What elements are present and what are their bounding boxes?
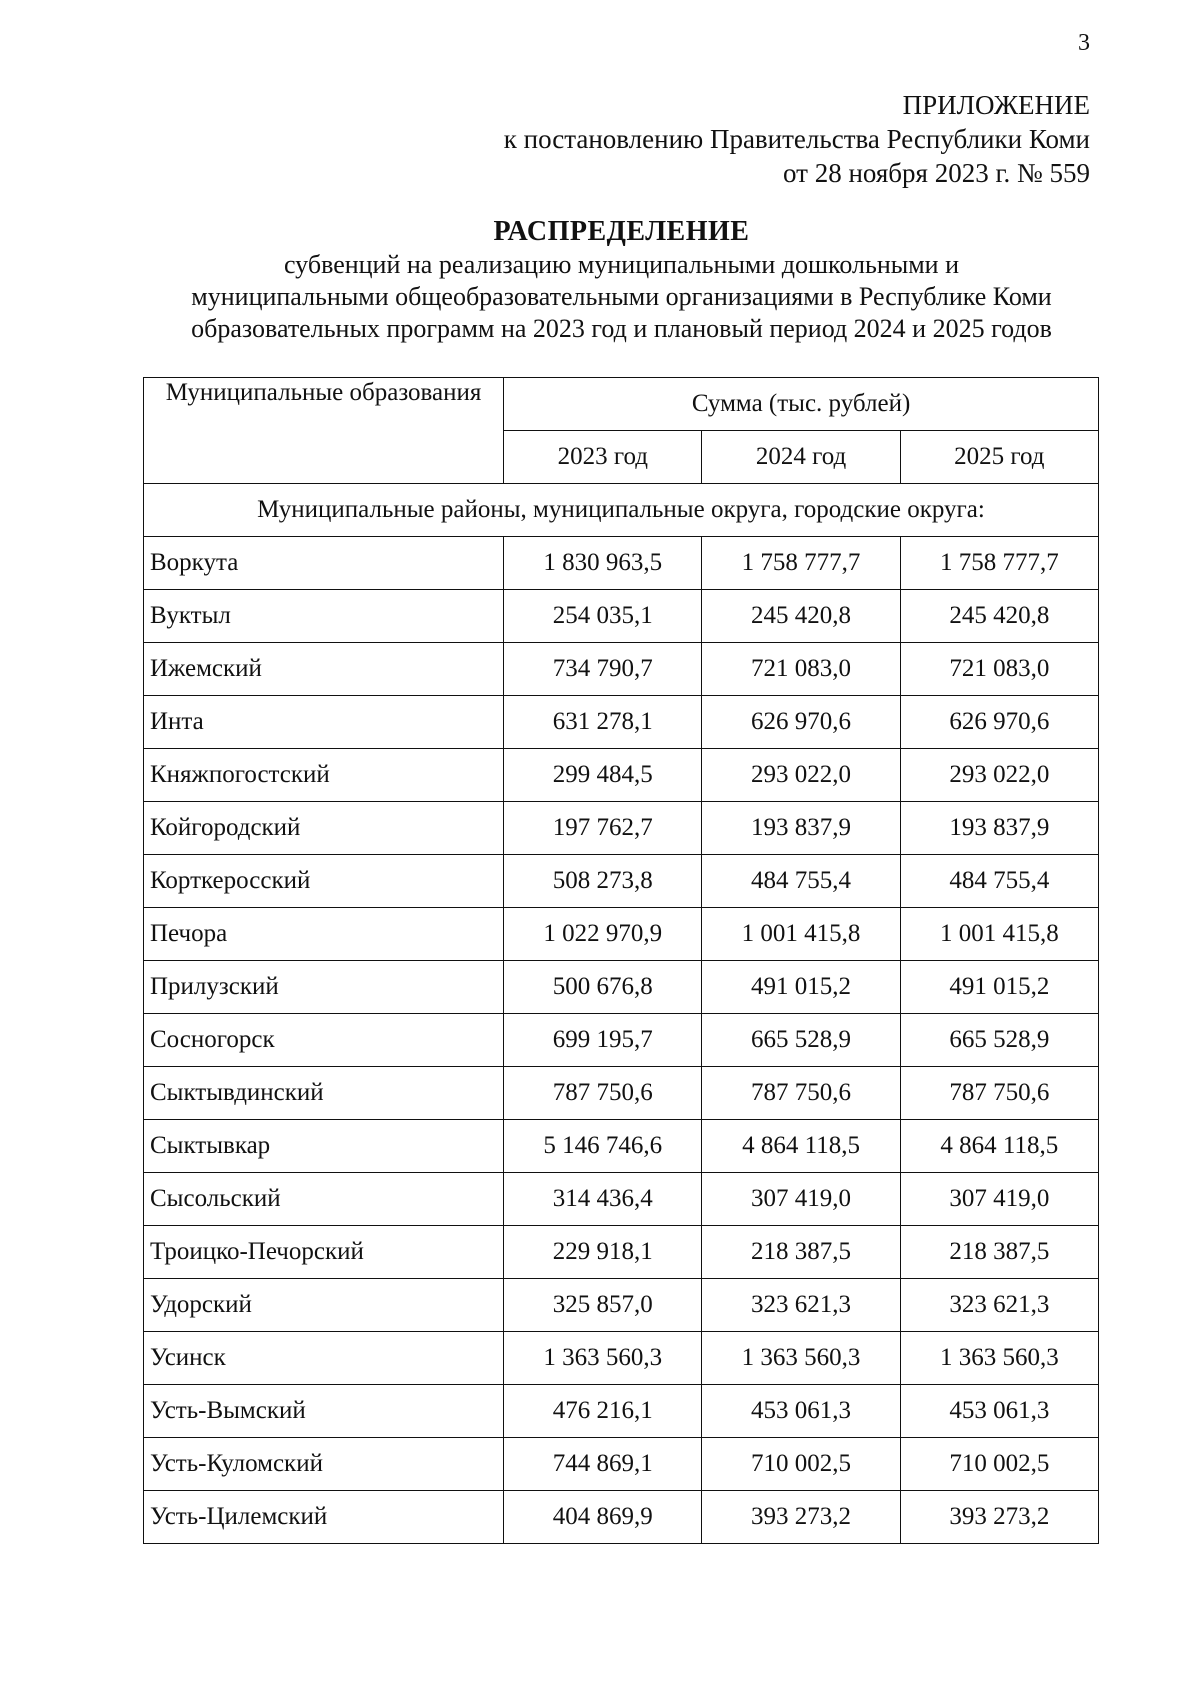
value-2025-cell: 293 022,0 [900,749,1098,802]
table-row [144,1279,1099,1332]
column-header-municipal: Муниципальные образования [144,378,504,484]
value-2023-cell: 631 278,1 [504,696,702,749]
table-row [144,590,1099,643]
section-heading: Муниципальные районы, муниципальные округа, городские округа: [144,484,1099,537]
municipality-name-cell: Сосногорск [144,1014,504,1067]
value-2024-cell: 721 083,0 [702,643,900,696]
municipality-name-cell: Усинск [144,1332,504,1385]
value-2024-cell: 218 387,5 [702,1226,900,1279]
value-2024-cell: 307 419,0 [702,1173,900,1226]
value-2025-cell: 393 273,2 [900,1491,1098,1544]
value-2025-cell: 218 387,5 [900,1226,1098,1279]
municipality-name-cell: Троицко-Печорский [144,1226,504,1279]
table-row [144,1385,1099,1438]
value-2023-cell: 734 790,7 [504,643,702,696]
value-2024-cell: 1 001 415,8 [702,908,900,961]
table-row [144,802,1099,855]
column-header-year-2024: 2024 год [702,431,900,484]
value-2023-cell: 744 869,1 [504,1438,702,1491]
value-2025-cell: 453 061,3 [900,1385,1098,1438]
value-2025-cell: 491 015,2 [900,961,1098,1014]
value-2024-cell: 193 837,9 [702,802,900,855]
value-2023-cell: 500 676,8 [504,961,702,1014]
document-subtitle-line-2: муниципальными общеобразовательными организациями в Республике Коми [191,282,1052,311]
table-body [144,484,1099,1544]
municipality-name-cell: Усть-Куломский [144,1438,504,1491]
table-row [144,1067,1099,1120]
page-number: 3 [1078,30,1090,56]
value-2023-cell: 787 750,6 [504,1067,702,1120]
municipality-name-cell: Воркута [144,537,504,590]
table-row [144,643,1099,696]
appendix-header [504,88,1090,190]
municipality-name-cell: Прилузский [144,961,504,1014]
table-row [144,1491,1099,1544]
value-2023-cell: 229 918,1 [504,1226,702,1279]
table-row [144,1332,1099,1385]
table-row [144,1120,1099,1173]
value-2023-cell: 254 035,1 [504,590,702,643]
value-2024-cell: 393 273,2 [702,1491,900,1544]
value-2023-cell: 699 195,7 [504,1014,702,1067]
municipality-name-cell: Усть-Вымский [144,1385,504,1438]
column-header-sum: Сумма (тыс. рублей) [504,378,1099,431]
municipality-name-cell: Койгородский [144,802,504,855]
value-2024-cell: 484 755,4 [702,855,900,908]
municipality-name-cell: Ижемский [144,643,504,696]
value-2023-cell: 404 869,9 [504,1491,702,1544]
municipality-name-cell: Сыктывкар [144,1120,504,1173]
value-2023-cell: 508 273,8 [504,855,702,908]
table-row [144,961,1099,1014]
table-row [144,1173,1099,1226]
value-2025-cell: 665 528,9 [900,1014,1098,1067]
value-2025-cell: 323 621,3 [900,1279,1098,1332]
value-2024-cell: 710 002,5 [702,1438,900,1491]
municipality-name-cell: Сыктывдинский [144,1067,504,1120]
municipality-name-cell: Инта [144,696,504,749]
table-row [144,1226,1099,1279]
table-row [144,749,1099,802]
appendix-label: ПРИЛОЖЕНИЕ [902,90,1090,120]
document-subtitle-line-1: субвенций на реализацию муниципальными дошкольными и [283,250,960,279]
value-2025-cell: 787 750,6 [900,1067,1098,1120]
value-2024-cell: 665 528,9 [702,1014,900,1067]
table-row [144,855,1099,908]
value-2024-cell: 323 621,3 [702,1279,900,1332]
document-title: РАСПРЕДЕЛЕНИЕ [493,216,750,247]
appendix-decree-date: от 28 ноября 2023 г. № 559 [783,158,1090,188]
value-2024-cell: 491 015,2 [702,961,900,1014]
column-header-year-2025: 2025 год [900,431,1098,484]
value-2025-cell: 721 083,0 [900,643,1098,696]
document-title-block [143,215,1100,345]
value-2025-cell: 193 837,9 [900,802,1098,855]
value-2023-cell: 197 762,7 [504,802,702,855]
column-header-year-2023: 2023 год [504,431,702,484]
value-2023-cell: 299 484,5 [504,749,702,802]
distribution-table [143,377,1099,1544]
table-row [144,537,1099,590]
value-2025-cell: 1 363 560,3 [900,1332,1098,1385]
value-2023-cell: 1 363 560,3 [504,1332,702,1385]
value-2024-cell: 453 061,3 [702,1385,900,1438]
municipality-name-cell: Сысольский [144,1173,504,1226]
municipality-name-cell: Вуктыл [144,590,504,643]
table-row [144,1014,1099,1067]
value-2025-cell: 484 755,4 [900,855,1098,908]
value-2023-cell: 1 022 970,9 [504,908,702,961]
value-2025-cell: 626 970,6 [900,696,1098,749]
value-2025-cell: 710 002,5 [900,1438,1098,1491]
value-2023-cell: 5 146 746,6 [504,1120,702,1173]
value-2024-cell: 626 970,6 [702,696,900,749]
document-subtitle-line-3: образовательных программ на 2023 год и плановый период 2024 и 2025 годов [191,314,1052,343]
value-2024-cell: 1 758 777,7 [702,537,900,590]
value-2025-cell: 4 864 118,5 [900,1120,1098,1173]
table-row [144,1438,1099,1491]
municipality-name-cell: Удорский [144,1279,504,1332]
value-2023-cell: 314 436,4 [504,1173,702,1226]
municipality-name-cell: Печора [144,908,504,961]
value-2025-cell: 1 758 777,7 [900,537,1098,590]
value-2024-cell: 293 022,0 [702,749,900,802]
value-2023-cell: 325 857,0 [504,1279,702,1332]
value-2024-cell: 1 363 560,3 [702,1332,900,1385]
appendix-decree-ref: к постановлению Правительства Республики Коми [503,124,1090,154]
value-2024-cell: 787 750,6 [702,1067,900,1120]
value-2024-cell: 4 864 118,5 [702,1120,900,1173]
value-2025-cell: 1 001 415,8 [900,908,1098,961]
municipality-name-cell: Княжпогостский [144,749,504,802]
table-row [144,696,1099,749]
municipality-name-cell: Корткеросский [144,855,504,908]
value-2024-cell: 245 420,8 [702,590,900,643]
value-2023-cell: 1 830 963,5 [504,537,702,590]
table-row [144,908,1099,961]
value-2025-cell: 307 419,0 [900,1173,1098,1226]
municipality-name-cell: Усть-Цилемский [144,1491,504,1544]
value-2023-cell: 476 216,1 [504,1385,702,1438]
value-2025-cell: 245 420,8 [900,590,1098,643]
